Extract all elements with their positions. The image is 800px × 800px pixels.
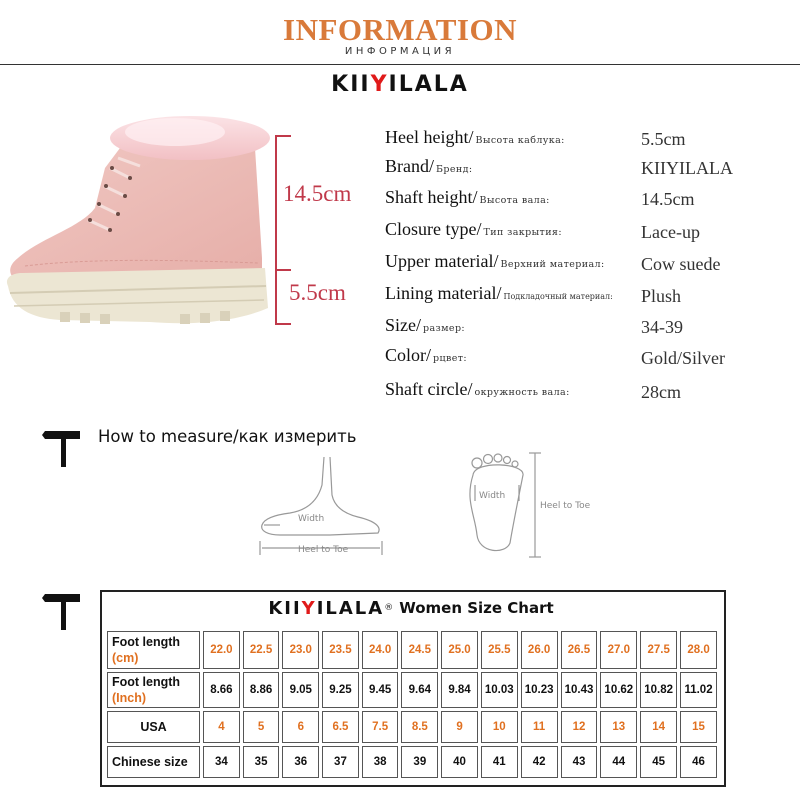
size-cell: 6	[282, 711, 319, 743]
chart-brand-logo	[268, 598, 384, 619]
signpost-icon	[42, 427, 82, 467]
spec-label-ru: Подкладочный материал:	[503, 292, 613, 301]
dimension-tick-top	[275, 135, 291, 137]
size-cell: 35	[243, 746, 280, 778]
size-row-label	[107, 631, 200, 669]
size-cell: 8.5	[401, 711, 438, 743]
spec-label-ru: Верхний материал:	[500, 259, 605, 270]
spec-value: 5.5cm	[641, 129, 686, 149]
size-cell: 40	[441, 746, 478, 778]
spec-row-color	[385, 345, 467, 371]
registered-mark: ®	[384, 603, 394, 613]
size-cell: 4	[203, 711, 240, 743]
size-cell: 10.03	[481, 672, 518, 708]
spec-label-ru: Тип закрытия:	[483, 227, 562, 238]
spec-label: Lining material/	[385, 283, 502, 303]
spec-label-ru: Бренд:	[436, 164, 473, 175]
size-table-row	[107, 631, 717, 669]
size-cell: 25.5	[481, 631, 518, 669]
size-cell: 34	[203, 746, 240, 778]
size-cell: 27.0	[600, 631, 637, 669]
size-row-label-text: USA	[140, 720, 167, 734]
side-foot-diagram	[250, 455, 400, 565]
heel-height-label: 5.5cm	[289, 280, 346, 305]
spec-label: Size/	[385, 315, 421, 335]
brand-logo-y: Y	[370, 72, 389, 97]
size-cell: 8.86	[243, 672, 280, 708]
size-cell: 5	[243, 711, 280, 743]
size-cell: 9.45	[362, 672, 399, 708]
brand-logo-part2: ILALA	[388, 72, 469, 97]
size-cell: 11	[521, 711, 558, 743]
spec-label: Upper material/	[385, 251, 499, 271]
heel-to-toe-label: Heel to Toe	[298, 545, 349, 555]
spec-row-brand	[385, 156, 472, 182]
how-to-measure-heading: How to measure/как измерить	[98, 427, 357, 446]
size-row-label-text: Foot length	[112, 675, 181, 689]
size-cell: 9	[441, 711, 478, 743]
size-cell: 46	[680, 746, 717, 778]
size-cell: 44	[600, 746, 637, 778]
spec-value: Lace-up	[641, 222, 700, 242]
size-chart-title: Women Size Chart	[399, 599, 554, 617]
size-cell: 22.5	[243, 631, 280, 669]
header-title: INFORMATION	[283, 12, 517, 47]
size-row-label	[107, 711, 200, 743]
size-cell: 39	[401, 746, 438, 778]
spec-label-ru: Высота каблука:	[475, 135, 565, 146]
chart-brand-part1: KII	[268, 597, 302, 619]
size-cell: 26.0	[521, 631, 558, 669]
spec-value: 34-39	[641, 317, 683, 337]
width-label: Width	[479, 491, 506, 501]
size-cell: 11.02	[680, 672, 717, 708]
size-row-unit: (Inch)	[112, 691, 147, 705]
spec-value: KIIYILALA	[641, 158, 733, 178]
spec-row-size	[385, 315, 465, 341]
chart-brand-part2: ILALA	[316, 597, 385, 619]
shaft-height-label: 14.5cm	[283, 181, 352, 206]
spec-row-upper-material	[385, 251, 605, 277]
size-row-unit: (cm)	[112, 651, 139, 665]
width-label: Width	[298, 514, 325, 524]
size-cell: 10.43	[561, 672, 598, 708]
signpost-icon	[42, 590, 82, 630]
header-divider	[0, 64, 800, 65]
size-cell: 9.84	[441, 672, 478, 708]
size-cell: 26.5	[561, 631, 598, 669]
spec-label-ru: окружность вала:	[474, 387, 570, 398]
size-cell: 13	[600, 711, 637, 743]
size-table-row	[107, 746, 717, 778]
spec-label-ru: Высота вала:	[479, 195, 550, 206]
header-subtitle: ИНФОРМАЦИЯ	[344, 46, 456, 57]
size-cell: 10.82	[640, 672, 677, 708]
top-foot-diagram	[455, 445, 605, 565]
size-cell: 6.5	[322, 711, 359, 743]
size-cell: 9.64	[401, 672, 438, 708]
size-row-label-text: Foot length	[112, 635, 181, 649]
spec-label: Closure type/	[385, 219, 482, 239]
spec-value: Cow suede	[641, 254, 721, 274]
size-table-row	[107, 672, 717, 708]
size-cell: 15	[680, 711, 717, 743]
size-cell: 14	[640, 711, 677, 743]
spec-row-heel-height	[385, 127, 565, 153]
size-cell: 10.62	[600, 672, 637, 708]
size-cell: 10.23	[521, 672, 558, 708]
size-chart-header	[100, 590, 722, 626]
dimension-tick-middle	[275, 269, 291, 271]
size-cell: 45	[640, 746, 677, 778]
spec-value: Gold/Silver	[641, 348, 725, 368]
spec-label-ru: размер:	[423, 323, 466, 334]
spec-label: Heel height/	[385, 127, 474, 147]
size-table-row	[107, 711, 717, 743]
size-row-label	[107, 746, 200, 778]
dimension-line-vertical	[275, 135, 277, 325]
brand-logo-part1: KII	[331, 72, 371, 97]
size-cell: 25.0	[441, 631, 478, 669]
spec-row-closure-type	[385, 219, 562, 245]
size-cell: 37	[322, 746, 359, 778]
size-cell: 9.05	[282, 672, 319, 708]
heel-to-toe-label: Heel to Toe	[540, 501, 591, 511]
spec-label: Shaft circle/	[385, 379, 473, 399]
size-cell: 36	[282, 746, 319, 778]
spec-label: Shaft height/	[385, 187, 478, 207]
spec-value: 14.5cm	[641, 189, 695, 209]
size-table	[104, 628, 720, 781]
size-cell: 24.5	[401, 631, 438, 669]
brand-logo	[0, 72, 800, 97]
size-cell: 9.25	[322, 672, 359, 708]
spec-label-ru: рцвет:	[433, 353, 468, 364]
size-row-label-text: Chinese size	[112, 755, 188, 769]
dimension-tick-bottom	[275, 323, 291, 325]
size-cell: 41	[481, 746, 518, 778]
size-cell: 23.5	[322, 631, 359, 669]
spec-value: Plush	[641, 286, 682, 306]
size-cell: 28.0	[680, 631, 717, 669]
spec-row-lining-material	[385, 283, 613, 309]
size-cell: 38	[362, 746, 399, 778]
chart-brand-y: Y	[301, 597, 317, 619]
size-cell: 12	[561, 711, 598, 743]
size-cell: 10	[481, 711, 518, 743]
boot-image	[0, 108, 270, 333]
spec-label: Brand/	[385, 156, 434, 176]
size-cell: 24.0	[362, 631, 399, 669]
size-cell: 27.5	[640, 631, 677, 669]
size-cell: 23.0	[282, 631, 319, 669]
size-cell: 8.66	[203, 672, 240, 708]
size-cell: 42	[521, 746, 558, 778]
size-cell: 43	[561, 746, 598, 778]
spec-value: 28cm	[641, 382, 681, 402]
size-cell: 22.0	[203, 631, 240, 669]
size-row-label	[107, 672, 200, 708]
spec-row-shaft-height	[385, 187, 550, 213]
spec-label: Color/	[385, 345, 432, 365]
spec-row-shaft-circle	[385, 379, 570, 405]
size-chart	[100, 590, 720, 785]
size-cell: 7.5	[362, 711, 399, 743]
